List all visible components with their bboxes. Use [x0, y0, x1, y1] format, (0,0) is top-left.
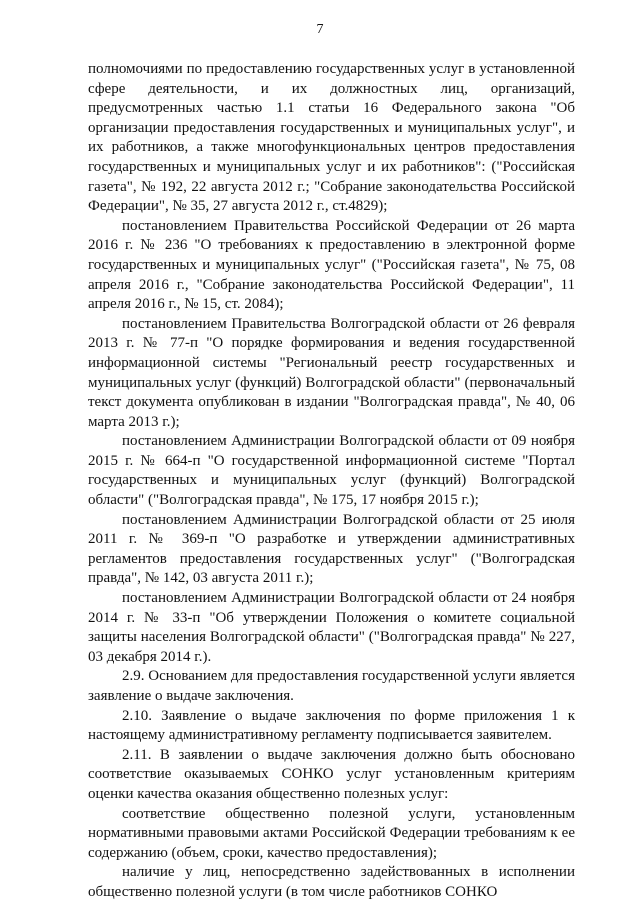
page-number: 7: [316, 22, 324, 37]
paragraph-gov-decree-236: постановлением Правительства Российской Федерации от 26 марта 2016 г. № 236 "О требованиях к предоставлению в электронной форме государственных и муниципальных услуг" ("Российская газета", № 75, 08 апреля 2016 г., "Собрание законодательства Российской Федерации", 11 апреля 2016 г., № 15, ст. 2084);: [88, 217, 575, 313]
paragraph-criterion-compliance: соответствие общественно полезной услуги, установленным нормативными правовыми актами Российской Федерации требованиям к ее содержанию (объем, сроки, качество предоставления);: [88, 805, 575, 861]
paragraph-decree-369p: постановлением Администрации Волгоградской области от 25 июля 2011 г. № 369-п "О разработке и утверждении административных регламентов предоставления государственных услуг" ("Волгоградская правда", № 142, 03 августа 2011 г.);: [88, 511, 575, 587]
paragraph-2-10: 2.10. Заявление о выдаче заключения по форме приложения 1 к настоящему административному регламенту подписывается заявителем.: [88, 707, 575, 744]
document-body: [88, 60, 575, 903]
paragraph-decree-77p: постановлением Правительства Волгоградской области от 26 февраля 2013 г. № 77-п "О порядке формирования и ведения государственной информационной системы "Региональный реестр государственных и муниципальных услуг (функций) Волгоградской области" (первоначальный текст документа опубликован в издании "Волгоградская правда", № 40, 06 марта 2013 г.);: [88, 315, 575, 430]
paragraph-decree-33p: постановлением Администрации Волгоградской области от 24 ноября 2014 г. № 33-п "Об утверждении Положения о комитете социальной защиты населения Волгоградской области" ("Волгоградская правда" № 227, 03 декабря 2014 г.).: [88, 590, 575, 665]
paragraph-2-9: 2.9. Основанием для предоставления государственной услуги является заявление о выдаче заключения.: [88, 668, 575, 704]
paragraph-2-11: 2.11. В заявлении о выдаче заключения должно быть обосновано соответствие оказываемых СОНКО услуг установленным критериям оценки качества оказания общественно полезных услуг:: [88, 746, 575, 802]
paragraph-criterion-staff: наличие у лиц, непосредственно задействованных в исполнении общественно полезной услуги (в том числе работников СОНКО: [88, 864, 575, 900]
paragraph-decree-664p: постановлением Администрации Волгоградской области от 09 ноября 2015 г. № 664-п "О государственной информационной системе "Портал государственных и муниципальных услуг (функций) Волгоградской области" ("Волгоградская правда", № 175, 17 ноября 2015 г.);: [88, 433, 575, 509]
paragraph-continuation: полномочиями по предоставлению государственных услуг в установленной сфере деятельности, и их должностных лиц, организаций, предусмотренных частью 1.1 статьи 16 Федерального закона "Об организации предоставления государственных и муниципальных услуг", и их работников, а также многофункциональных центров предоставления государственных и муниципальных услуг и их работников": ("Российская газета", № 192, 22 августа 2012 г.; "Собрание законодательства Российской Федерации", № 35, 27 августа 2012 г., ст.4829);: [88, 61, 575, 215]
